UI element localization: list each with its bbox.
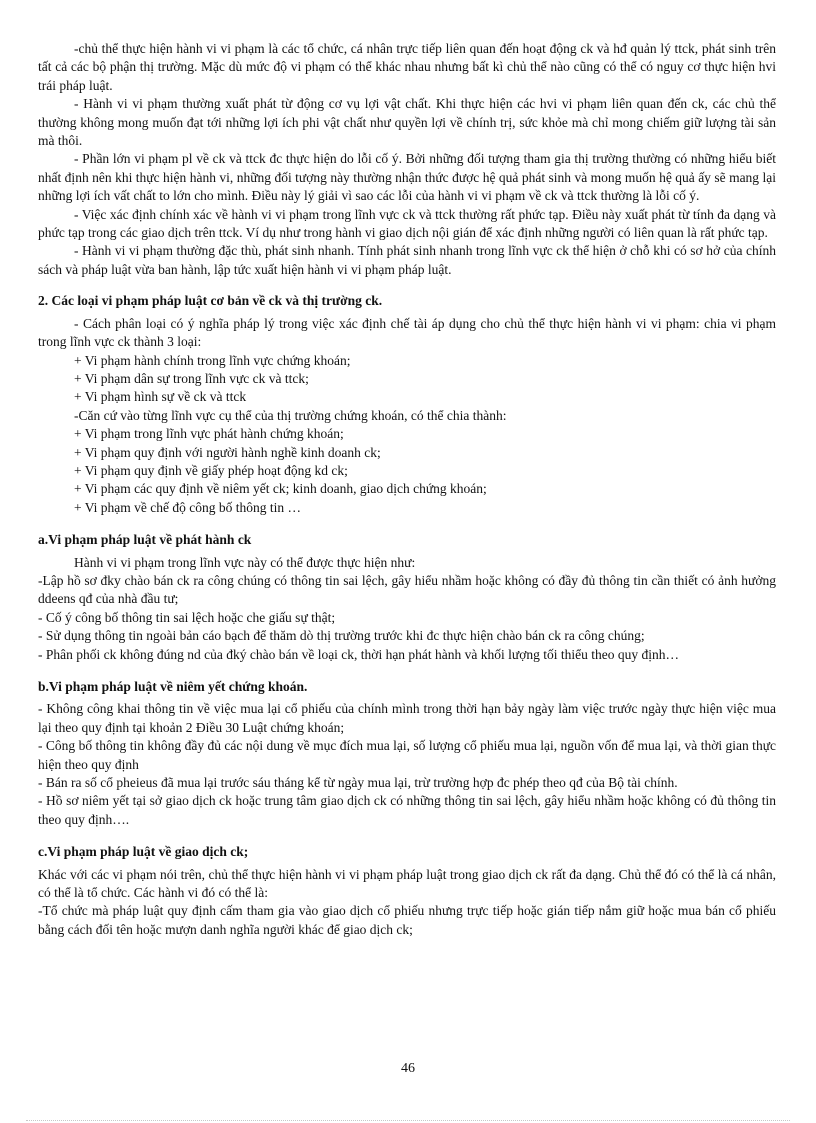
section-b-heading: b.Vi phạm pháp luật về niêm yết chứng khoán. [38, 679, 308, 694]
section-b-item: - Hồ sơ niêm yết tại sở giao dịch ck hoặc trung tâm giao dịch ck có những thông tin sai lệch, gây hiểu nhầm hoặc không có đủ thông tin theo quy định…. [38, 793, 776, 827]
section-a-item: -Lập hồ sơ đky chào bán ck ra công chúng có thông tin sai lệch, gây hiểu nhầm hoặc không có đầy đủ thông tin cần thiết có ảnh hưởng ddeens qđ của nhà đầu tư; [38, 572, 776, 607]
section-c-intro: Khác với các vi phạm nói trên, chủ thể thực hiện hành vi vi phạm pháp luật trong giao dịch ck rất đa dạng. Chủ thể đó có thể là cá nhân, có thể là tổ chức. Các hành vi đó có thể là: [38, 866, 776, 901]
classification-list-item: + Vi phạm hành chính trong lĩnh vực chứng khoán; [74, 352, 351, 368]
section-a-intro: Hành vi vi phạm trong lĩnh vực này có thể được thực hiện như: [74, 554, 416, 570]
field-list-item: + Vi phạm quy định về giấy phép hoạt động kd ck; [74, 462, 348, 478]
section-a-item: - Phân phối ck không đúng nd của đký chào bán về loại ck, thời hạn phát hành và khối lượng tối thiểu theo quy định… [38, 646, 679, 662]
section-a-item: - Sử dụng thông tin ngoài bản cáo bạch để thăm dò thị trường trước khi đc thực hiện chào bán ck ra công chúng; [38, 628, 645, 644]
intro-paragraph-3: - Phần lớn vi phạm pl về ck và ttck đc thực hiện do lỗi cố ý. Bởi những đối tượng tham gia thị trường thường có những hiểu biết nhất định nên khi thực hiện hành vi, những đối tượng này thường nhận thức được hệ quả phát sinh và mong muốn hệ quả ấy sẽ mang lại những lợi ích vất chất to lớn cho mình. Điều này lý giải vì sao các lỗi của hành vi vi phạm về ck và ttck thường là lỗi cố ý. [38, 151, 776, 204]
section-c-heading: c.Vi phạm pháp luật về giao dịch ck; [38, 844, 249, 860]
section-2-paragraph-1: - Cách phân loại có ý nghĩa pháp lý trong việc xác định chế tài áp dụng cho chủ thể thực hiện hành vi vi phạm: chia vi phạm trong lĩnh vực ck thành 3 loại: [38, 315, 776, 350]
intro-paragraph-1: -chủ thể thực hiện hành vi vi phạm là các tổ chức, cá nhân trực tiếp liên quan đến hoạt động ck và hđ quản lý ttck, phát sinh trên tất cả các bộ phận thị trường. Mặc dù mức độ vi phạm có thể khác nhau nhưng bất kì chủ thể nào cũng có thể có nguy cơ thực hiện hvi trái pháp luật. [38, 41, 776, 93]
field-list-item: + Vi phạm quy định với người hành nghề kinh doanh ck; [74, 444, 381, 460]
section-b-item: - Bán ra số cổ pheieus đã mua lại trước sáu tháng kể từ ngày mua lại, trừ trường hợp đc phép theo qđ của Bộ tài chính. [38, 775, 678, 791]
section-b-item: - Không công khai thông tin về việc mua lại cổ phiếu của chính mình trong thời hạn bảy ngày làm việc trước ngày thực hiện việc mua lại theo quy định tại khoản 2 Điều 30 Luật chứng khoán; [38, 701, 776, 735]
page-body [38, 40, 776, 939]
field-list-item: + Vi phạm về chế độ công bố thông tin … [74, 499, 302, 515]
intro-paragraph-4: - Việc xác định chính xác về hành vi vi phạm trong lĩnh vực ck và ttck thường rất phức tạp. Điều này xuất phát từ tính đa dạng và phức tạp trong các giao dịch trên ttck. Ví dụ như trong hành vi giao dịch nội gián để xác định những người có liên quan là rất phức tạp. [38, 206, 776, 241]
classification-list-item: + Vi phạm hình sự về ck và ttck [74, 389, 247, 405]
classification-list-item: + Vi phạm dân sự trong lĩnh vực ck và ttck; [74, 370, 309, 386]
section-a-item: - Cố ý công bố thông tin sai lệch hoặc che giấu sự thật; [38, 609, 336, 625]
field-list-item: + Vi phạm các quy định về niêm yết ck; kinh doanh, giao dịch chứng khoán; [74, 481, 487, 497]
intro-paragraph-5: - Hành vi vi phạm thường đặc thù, phát sinh nhanh. Tính phát sinh nhanh trong lĩnh vực ck thể hiện ở chỗ khi có sơ hở của chính sách và pháp luật vừa ban hành, lập tức xuất hiện hành vi vi phạm pháp luật. [38, 243, 776, 277]
section-a-heading: a.Vi phạm pháp luật về phát hành ck [38, 532, 252, 548]
page-bottom-rule [26, 1120, 790, 1121]
section-c-item: -Tổ chức mà pháp luật quy định cấm tham gia vào giao dịch cổ phiếu nhưng trực tiếp hoặc gián tiếp nắm giữ hoặc mua bán cổ phiếu bằng cách đối tên hoặc mượn danh nghĩa người khác để giao dịch ck; [38, 903, 776, 937]
section-2-heading: 2. Các loại vi phạm pháp luật cơ bản về ck và thị trường ck. [38, 293, 383, 309]
section-b-item: - Công bố thông tin không đầy đủ các nội dung về mục đích mua lại, số lượng cổ phiếu mua lại, nguồn vốn để mua lại, và thời gian thực hiện theo quy định [38, 738, 776, 772]
field-list-item: + Vi phạm trong lĩnh vực phát hành chứng khoán; [74, 426, 344, 442]
intro-paragraph-2: - Hành vi vi phạm thường xuất phát từ động cơ vụ lợi vật chất. Khi thực hiện các hvi vi phạm liên quan đến ck, các chủ thể thường không mong muốn đạt tới những lợi ích phi vật chất như quyền lợi về chính trị, sức khỏe mà chỉ mong chiếm giữ lượng tài sản mà thôi. [38, 96, 776, 149]
page-number: 46 [401, 1061, 415, 1076]
section-2-paragraph-2: -Căn cứ vào từng lĩnh vực cụ thể của thị trường chứng khoán, có thể chia thành: [74, 407, 507, 423]
